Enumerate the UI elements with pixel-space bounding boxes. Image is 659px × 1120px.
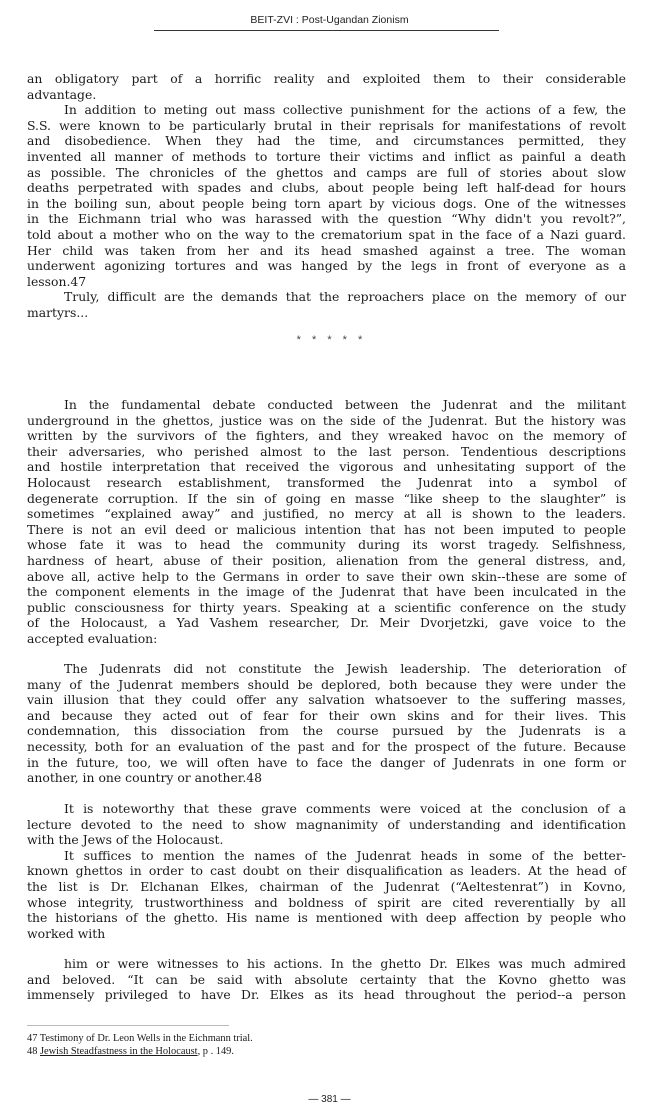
text-line: advantage. bbox=[27, 86, 97, 102]
text-line: lesson.47 bbox=[27, 273, 87, 289]
footnotes bbox=[27, 1033, 253, 1058]
block-quote bbox=[27, 661, 626, 786]
text-line: necessity, both for an evaluation of the past and for the prospect of the future. Because bbox=[27, 738, 626, 754]
text-line: accepted evaluation: bbox=[27, 630, 158, 646]
text-line: There is not an evil deed or malicious intention that has not been imputed to people bbox=[27, 521, 626, 537]
text-line: the list is Dr. Elchanan Elkes, chairman of the Judenrat (“Aeltestenrat”) in Kovno, bbox=[27, 878, 626, 894]
header-rule bbox=[154, 30, 499, 31]
text-line: The Judenrats did not constitute the Jewish leadership. The deterioration of bbox=[64, 661, 626, 676]
text-line: degenerate corruption. If the sin of going en masse “like sheep to the slaughter” is bbox=[27, 490, 626, 506]
text-line: invented all manner of methods to torture their victims and inflict as painful a death bbox=[27, 148, 626, 164]
text-line: and disobedience. When they had the time, and circumstances permitted, they bbox=[27, 133, 626, 149]
text-line: In the fundamental debate conducted between the Judenrat and the militant bbox=[64, 397, 626, 412]
footnote-48-title: Jewish Steadfastness in the Holocaust bbox=[40, 1045, 198, 1057]
text-line: in the boiling sun, about people being torn apart by vicious dogs. One of the witnesses bbox=[27, 195, 626, 211]
text-line: in the future, too, we will often have to face the danger of Judenrats in one form or bbox=[27, 754, 626, 770]
footnote-48-rest: , p . 149. bbox=[197, 1045, 234, 1057]
text-line: S.S. were known to be particularly brutal in their reprisals for manifestations of revolt bbox=[27, 117, 626, 133]
text-line: condemnation, this dissociation from the course pursued by the Judenrats is a bbox=[27, 723, 626, 739]
text-line: Holocaust research establishment, transformed the Judenrat into a symbol of bbox=[27, 474, 626, 490]
text-line: known ghettos in order to cast doubt on their disqualification as leaders. At the head of bbox=[27, 863, 626, 879]
text-line: with the Jews of the Holocaust. bbox=[27, 832, 224, 848]
text-line: underwent agonizing tortures and was hanged by the legs in front of everyone as a bbox=[27, 258, 626, 274]
text-line: It suffices to mention the names of the Judenrat heads in some of the better- bbox=[64, 847, 626, 863]
text-line: hardness of heart, abuse of their position, alienation from the general distress, and, bbox=[27, 552, 626, 568]
text-line: in the Eichmann trial who was harassed with the question “Why didn't you revolt?”, bbox=[27, 211, 626, 227]
text-line: It is noteworthy that these grave comments were voiced at the conclusion of a bbox=[64, 801, 626, 816]
paragraph-block-2 bbox=[27, 397, 626, 647]
footnote-48 bbox=[27, 1046, 253, 1059]
text-line: an obligatory part of a horrific reality and exploited them to their considerable bbox=[27, 71, 626, 86]
text-line: of the Holocaust, a Yad Vashem researcher, Dr. Meir Dvorjetzki, gave voice to the bbox=[27, 615, 626, 631]
footnote-47: 47 Testimony of Dr. Leon Wells in the Eichmann trial. bbox=[27, 1033, 253, 1044]
paragraph-block-3 bbox=[27, 801, 626, 941]
text-line: him or were witnesses to his actions. In the ghetto Dr. Elkes was much admired bbox=[64, 956, 626, 971]
text-line: and because they acted out of fear for their own skins and for their lives. This bbox=[27, 707, 626, 723]
text-line: vain illusion that they could offer any salvation whatsoever to the suffering masses, bbox=[27, 692, 626, 708]
text-line: as possible. The chronicles of the ghettos and camps are full of stories about slow bbox=[27, 164, 626, 180]
text-line: In addition to meting out mass collective punishment for the actions of a few, the bbox=[64, 102, 626, 118]
text-line: whose integrity, trustworthiness and boldness of spirit are cited reverentially by all bbox=[27, 894, 626, 910]
text-line: worked with bbox=[27, 925, 106, 941]
text-line: public consciousness for thirty years. Speaking at a scientific conference on the study bbox=[27, 599, 626, 615]
text-line: sometimes “explained away” and justified, no mercy at all is shown to the leaders. bbox=[27, 506, 626, 522]
section-separator: * * * * * bbox=[296, 334, 363, 346]
running-header: BEIT-ZVI : Post-Ugandan Zionism bbox=[250, 14, 409, 26]
footnote-rule bbox=[27, 1025, 229, 1026]
text-line: the historians of the ghetto. His name is mentioned with deep affection by people who bbox=[27, 910, 626, 926]
text-line: Truly, difficult are the demands that the reproachers place on the memory of our bbox=[64, 289, 626, 305]
text-line: above all, active help to the Germans in order to save their own skin--these are some of bbox=[27, 568, 626, 584]
text-line: Her child was taken from her and its head smashed against a tree. The woman bbox=[27, 242, 626, 258]
text-line: another, in one country or another.48 bbox=[27, 770, 263, 786]
text-line: written by the survivors of the fighters, and they wreaked havoc on the memory of bbox=[27, 428, 626, 444]
text-line: told about a mother who on the way to the crematorium spat in the face of a Nazi guard. bbox=[27, 226, 626, 242]
text-line: and beloved. “It can be said with absolute certainty that the Kovno ghetto was bbox=[27, 971, 626, 987]
text-line: immensely privileged to have Dr. Elkes as its head throughout the period--a person bbox=[27, 987, 626, 1003]
page-number: — 381 — bbox=[308, 1094, 351, 1105]
text-line: the component elements in the image of the Judenrat that have been inculcated in the bbox=[27, 584, 626, 600]
paragraph-block-1 bbox=[27, 71, 626, 321]
text-line: and hostile interpretation that received the vigorous and unhesitating support of the bbox=[27, 459, 626, 475]
text-line: their adversaries, who perished almost to the last person. Tendentious descriptions bbox=[27, 443, 626, 459]
text-line: many of the Judenrat members should be deplored, both because they were under the bbox=[27, 676, 626, 692]
text-line: deaths perpetrated with spades and clubs, about people being left half-dead for hours bbox=[27, 180, 626, 196]
paragraph-block-4 bbox=[27, 956, 626, 1003]
text-line: martyrs... bbox=[27, 304, 89, 320]
text-line: underground in the ghettos, justice was on the side of the Judenrat. But the history was bbox=[27, 412, 626, 428]
text-line: lecture devoted to the need to show magnanimity of understanding and identification bbox=[27, 816, 626, 832]
text-line: whose fate it was to head the community during its worst tragedy. Selfishness, bbox=[27, 537, 626, 553]
footnote-48-number: 48 bbox=[27, 1045, 38, 1057]
